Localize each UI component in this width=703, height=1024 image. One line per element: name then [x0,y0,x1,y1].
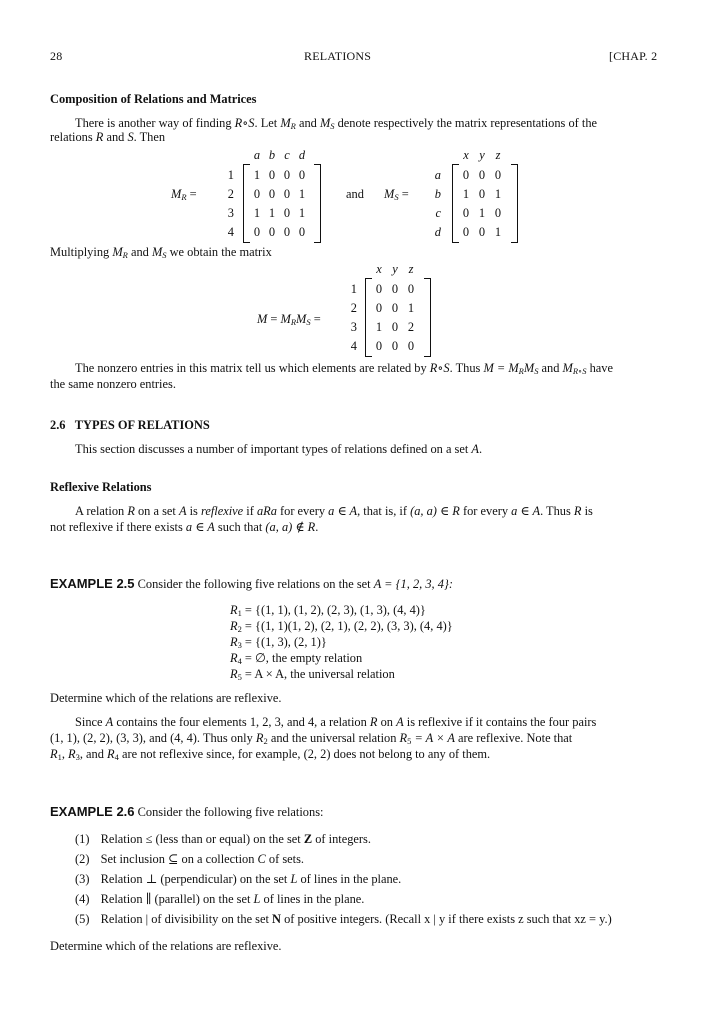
composition-intro: There is another way of finding R∘S. Let $M_R$ and $M_S$ denote respectively the matrix representations of the [75,116,598,131]
ms-row-label: b [434,187,441,201]
m-cell: 0 [375,301,383,315]
list-item-set: L [290,872,298,886]
mr-row-label: 4 [227,225,234,239]
relation-subscript: 2 [237,624,242,634]
mr-cell: 0 [268,225,276,239]
mr-cell: 0 [283,225,291,239]
list-item-number: (1) [75,832,90,846]
list-item [75,870,401,890]
ms-cell: 0 [478,168,486,182]
list-item-rest: of positive integers. (Recall x | y if there exists z such that xz = y.) [280,912,612,926]
relation-value: = ∅, the empty relation [241,651,363,665]
ms-row-label: d [434,225,441,239]
ms-cell: 1 [494,225,502,239]
reflexive-def: A relation R on a set A is reflexive if aRa for every a ∈ A, that is, if (a, a) ∈ R for every a ∈ A. Thus R is [75,504,593,518]
reflexive-heading: Reflexive Relations [50,480,152,494]
list-item-number: (3) [75,872,90,886]
list-item-text: Set inclusion ⊆ on a collection [100,852,258,866]
ms-cell: 0 [494,168,502,182]
ms-cell: 0 [478,187,486,201]
list-item-rest: of lines in the plane. [260,892,365,906]
mr-col-label: d [298,148,306,162]
m-cell: 0 [391,320,399,334]
relation-subscript: 3 [237,640,242,650]
list-item-text: Relation ⊥ (perpendicular) on the set [100,872,291,886]
list-item-number: (4) [75,892,90,906]
mr-col-label: c [284,148,290,162]
ms-col-label: y [479,148,485,162]
list-item-number: (2) [75,852,90,866]
list-item-set: N [272,912,281,926]
m-cell: 0 [407,339,415,353]
m-row-label: 1 [350,282,357,296]
relation-subscript: 4 [237,656,242,666]
list-item-rest: of lines in the plane. [297,872,402,886]
ms-label: $M_S$ = [384,187,409,202]
ms-cell: 0 [462,206,470,220]
nonzero-text-cont: the same nonzero entries. [50,377,176,391]
relation-name: R [230,619,238,633]
mr-cell: 0 [253,225,261,239]
chapter-ref: [CHAP. 2 [609,49,658,63]
example-2-5-label: EXAMPLE 2.5 [50,576,135,591]
list-item [75,830,371,850]
example-2-5-question: Determine which of the relations are reflexive. [50,691,282,705]
m-row-label: 3 [350,320,357,334]
ms-cell: 1 [494,187,502,201]
list-item-rest: of sets. [265,852,305,866]
ms-col-label: x [463,148,469,162]
m-cell: 1 [375,320,383,334]
mr-cell: 0 [298,225,306,239]
mr-cell: 0 [283,206,291,220]
example-2-5-solution: Since A contains the four elements 1, 2, 3, and 4, a relation R on A is reflexive if it contains the four pairs [75,715,597,729]
composition-heading: Composition of Relations and Matrices [50,92,257,106]
mr-cell: 1 [253,206,261,220]
relation-name: R [230,603,238,617]
list-item-rest: of integers. [312,832,371,846]
relation-value: = {(1, 3), (2, 1)} [241,635,327,649]
m-cell: 1 [407,301,415,315]
mr-cell: 1 [268,206,276,220]
mr-cell: 1 [253,168,261,182]
relation-value: = A × A, the universal relation [241,667,395,681]
relation-definition [230,665,395,685]
m-row-label: 4 [350,339,357,353]
m-cell: 2 [407,320,415,334]
mr-cell: 0 [283,187,291,201]
chapter-title: RELATIONS [304,49,372,63]
example-2-5-intro: EXAMPLE 2.5 Consider the following five relations on the set A = {1, 2, 3, 4}: [50,576,454,591]
page-number: 28 [50,49,63,63]
section-heading: 2.6 TYPES OF RELATIONS [50,418,210,432]
example-2-6-question: Determine which of the relations are reflexive. [50,939,282,953]
list-item [75,850,304,870]
mr-col-label: a [253,148,261,162]
list-item-text: Relation ∥ (parallel) on the set [100,892,254,906]
ms-cell: 0 [478,225,486,239]
m-cell: 0 [391,301,399,315]
ms-cell: 1 [462,187,470,201]
m-label: $M = M_RM_S$ = [257,312,321,327]
mr-cell: 0 [253,187,261,201]
mr-cell: 0 [298,168,306,182]
relation-name: R [230,635,238,649]
example-2-6-label: EXAMPLE 2.6 [50,804,135,819]
m-cell: 0 [407,282,415,296]
list-item-set: L [253,892,261,906]
multiplying-text: Multiplying $M_R$ and $M_S$ we obtain the matrix [50,245,272,260]
ms-col-label: z [495,148,501,162]
ms-cell: 0 [462,225,470,239]
list-item-set: C [257,852,266,866]
types-intro: This section discusses a number of important types of relations defined on a set A. [75,442,483,456]
mr-col-label: b [268,148,276,162]
list-item-number: (5) [75,912,90,926]
ms-cell: 0 [462,168,470,182]
reflexive-def-cont: not reflexive if there exists a ∈ A such that (a, a) ∉ R. [50,520,319,534]
composition-intro-cont: relations R and S. Then [50,130,166,144]
relation-value: = {(1, 1)(1, 2), (2, 1), (2, 2), (3, 3), (4, 4)} [241,619,453,633]
ms-row-label: c [435,206,441,220]
example-2-6-intro: EXAMPLE 2.6 Consider the following five relations: [50,804,324,819]
relation-subscript: 1 [237,608,242,618]
ms-cell: 0 [494,206,502,220]
m-cell: 0 [375,339,383,353]
mr-cell: 1 [298,206,306,220]
m-col-label: x [376,262,382,276]
nonzero-text: The nonzero entries in this matrix tell us which elements are related by R∘S. Thus $M = M_RM_S$ and $M_{R\circ S}$ have [75,361,613,376]
relation-name: R [230,667,238,681]
list-item-text: Relation ≤ (less than or equal) on the set [100,832,304,846]
m-col-label: y [392,262,398,276]
mr-cell: 0 [283,168,291,182]
mr-cell: 0 [268,168,276,182]
list-item-text: Relation | of divisibility on the set [100,912,273,926]
mr-row-label: 2 [227,187,234,201]
m-cell: 0 [391,282,399,296]
and-word: and [346,187,364,201]
list-item [75,890,364,910]
relation-name: R [230,651,238,665]
mr-row-label: 1 [227,168,234,182]
mr-cell: 0 [268,187,276,201]
example-2-5-solution-3: $R_1$, $R_3$, and $R_4$ are not reflexive since, for example, (2, 2) does not belong to any of them. [50,747,491,762]
m-col-label: z [408,262,414,276]
mr-label: $M_R$ = [171,187,197,202]
list-item-set: Z [303,832,313,846]
list-item [75,910,612,930]
example-2-5-solution-2: (1, 1), (2, 2), (3, 3), and (4, 4). Thus only $R_2$ and the universal relation $R_5 = A \times A$ are reflexive. Note that [50,731,573,746]
m-row-label: 2 [350,301,357,315]
m-cell: 0 [391,339,399,353]
mr-cell: 1 [298,187,306,201]
relation-subscript: 5 [237,672,242,682]
relation-value: = {(1, 1), (1, 2), (2, 3), (1, 3), (4, 4)} [241,603,426,617]
m-cell: 0 [375,282,383,296]
ms-cell: 1 [478,206,486,220]
mr-row-label: 3 [227,206,234,220]
ms-row-label: a [434,168,441,182]
